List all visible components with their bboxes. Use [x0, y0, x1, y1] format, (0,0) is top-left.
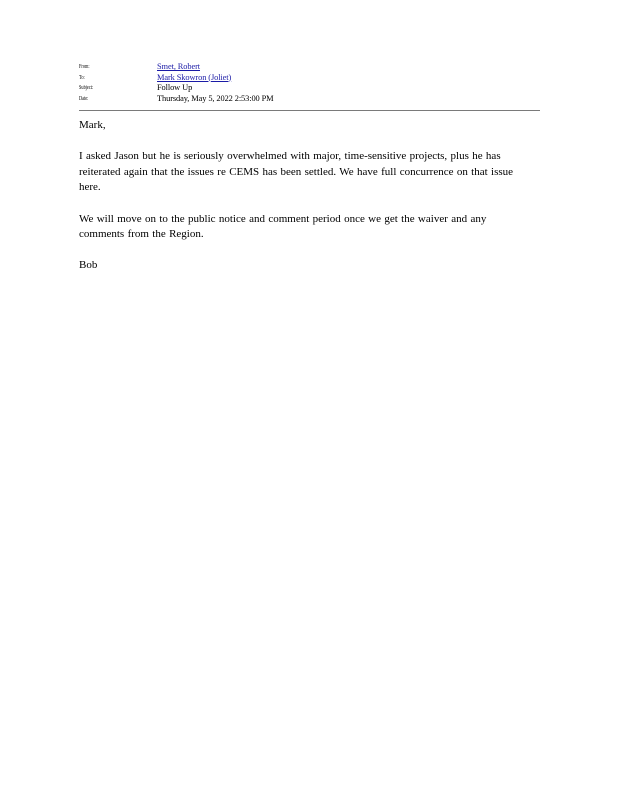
subject-label: Subject:: [79, 85, 94, 91]
message-body: [79, 118, 527, 290]
subject-row: [79, 83, 540, 94]
to-recipient-link[interactable]: Mark Skowron (Joliet): [157, 72, 232, 82]
signature: Bob: [79, 259, 98, 272]
header-divider: [79, 110, 540, 111]
date-value: Thursday, May 5, 2022 2:53:00 PM: [157, 93, 274, 103]
paragraph-2-line: comments from the Region.: [79, 228, 204, 241]
subject-value: Follow Up: [157, 83, 193, 92]
paragraph-1: [79, 149, 527, 196]
email-header: [79, 62, 540, 104]
paragraph-1-line: reiterated again that the issues re CEMS has been settled. We have full concurrence on that issue: [79, 165, 514, 178]
from-label: From:: [79, 64, 90, 70]
paragraph-2-line: We will move on to the public notice and comment period once we get the waiver and any: [79, 212, 487, 225]
from-sender-link[interactable]: Smet, Robert: [157, 62, 200, 71]
paragraph-1-line: I asked Jason but he is seriously overwhelmed with major, time-sensitive projects, plus he has: [79, 150, 501, 163]
from-row: [79, 62, 540, 73]
greeting: Mark,: [79, 119, 106, 131]
date-row: [79, 94, 540, 105]
paragraph-2: [79, 212, 527, 243]
date-label: Date:: [79, 95, 89, 102]
paragraph-1-line: here.: [79, 181, 101, 194]
to-label: To:: [79, 74, 85, 81]
to-row: [79, 73, 540, 84]
